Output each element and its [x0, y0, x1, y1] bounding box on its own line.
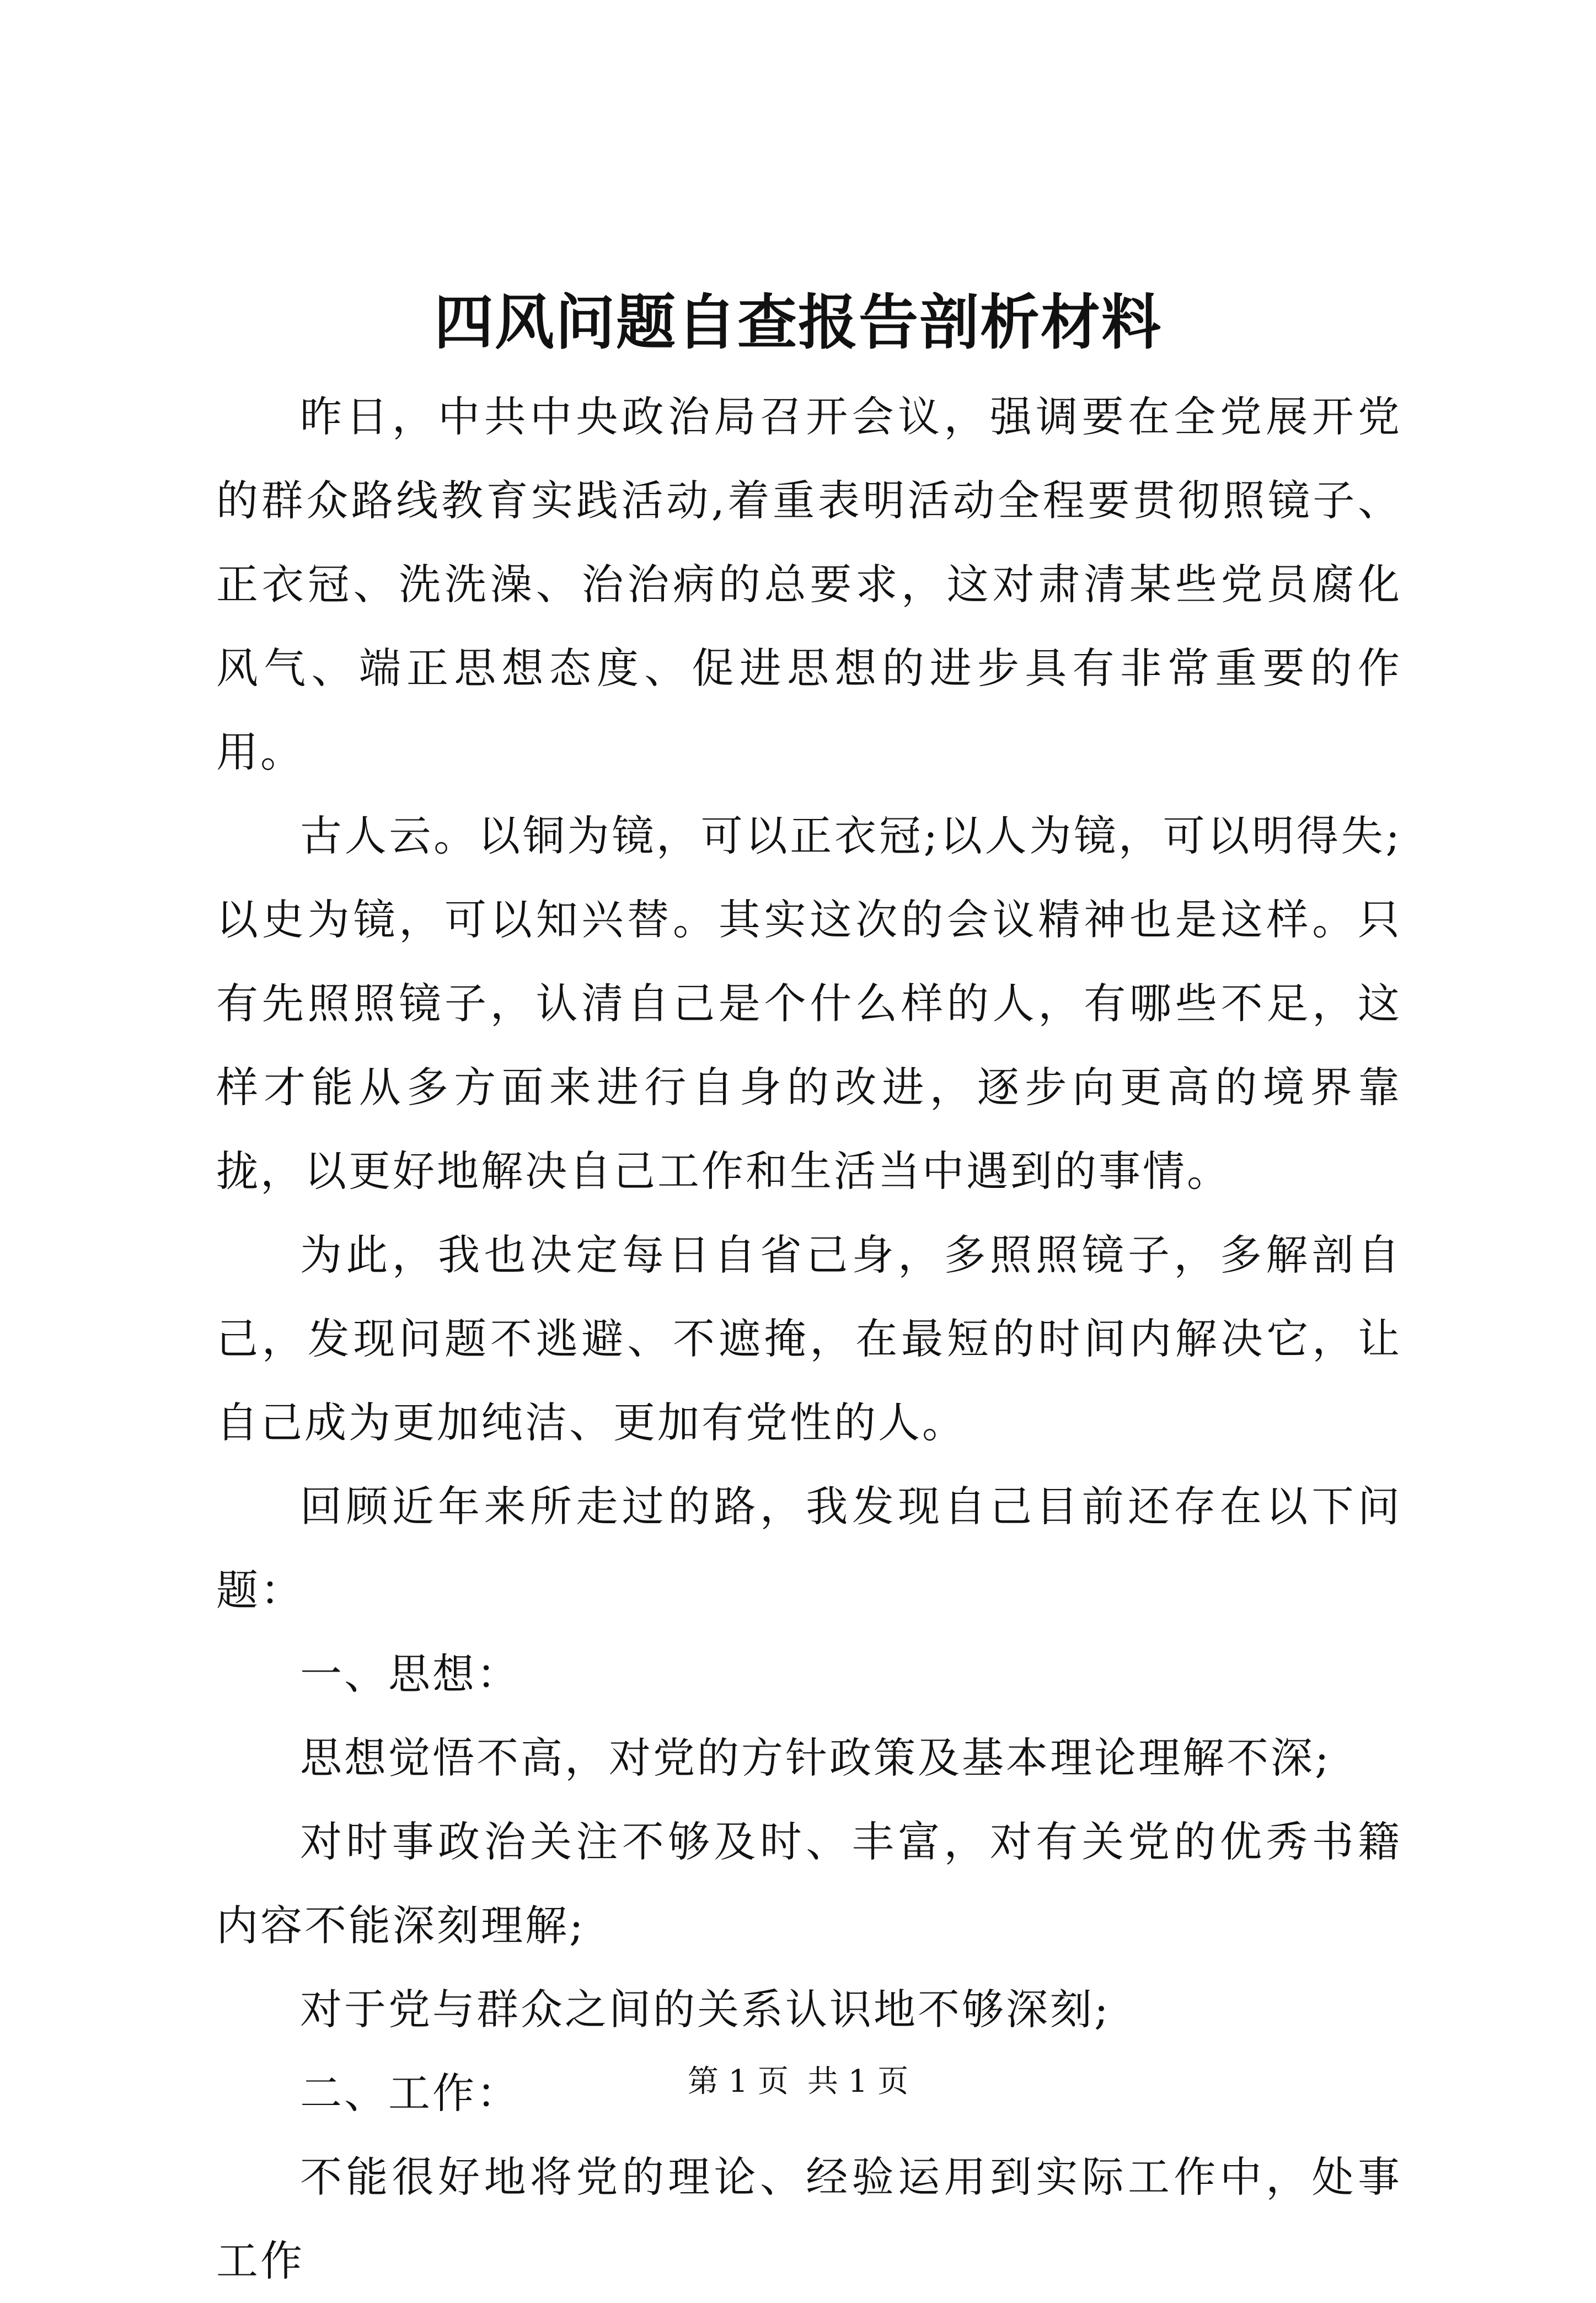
- section-heading-work: 二、工作：: [300, 2069, 521, 2118]
- paragraph-intro: 昨日，中共中央政治局召开会议，强调要在全党展开党的群众路线教育实践活动,着重表明活动全程要贯彻照镜子、正衣冠、洗洗澡、治治病的总要求，这对肃清某些党员腐化风气、端正思想态度、促进思想的进步具有非常重要的作用。: [216, 392, 1402, 776]
- paragraph-work-item-1: 不能很好地将党的理论、经验运用到实际工作中，处事工作: [216, 2152, 1402, 2285]
- section-heading-thought: 一、思想：: [300, 1649, 521, 1699]
- paragraph-resolution: 为此，我也决定每日自省己身，多照照镜子，多解剖自己，发现问题不逃避、不遮掩，在最短的时间内解决它，让自己成为更加纯洁、更加有党性的人。: [216, 1230, 1402, 1447]
- paragraph-thought-item-1: 思想觉悟不高，对党的方针政策及基本理论理解不深;: [300, 1733, 1331, 1782]
- page-total: 共 1 页: [807, 2064, 909, 2100]
- paragraph-ancient-saying: 古人云。以铜为镜，可以正衣冠;以人为镜，可以明得失;以史为镜，可以知兴替。其实这次的会议精神也是这样。只有先照照镜子，认清自己是个什么样的人，有哪些不足，这样才能从多方面来进行自身的改进，逐步向更高的境界靠拢，以更好地解决自己工作和生活当中遇到的事情。: [216, 811, 1402, 1196]
- paragraph-thought-item-2: 对时事政治关注不够及时、丰富，对有关党的优秀书籍内容不能深刻理解;: [216, 1817, 1402, 1950]
- document-body: [216, 375, 1402, 2303]
- document-title: 四风问题自查报告剖析材料: [433, 288, 1162, 357]
- paragraph-review: 回顾近年来所走过的路，我发现自己目前还存在以下问题：: [216, 1482, 1402, 1615]
- page-number: 第 1 页: [687, 2064, 789, 2100]
- page-footer: [0, 2063, 1596, 2101]
- paragraph-thought-item-3: 对于党与群众之间的关系认识地不够深刻;: [300, 1985, 1111, 2034]
